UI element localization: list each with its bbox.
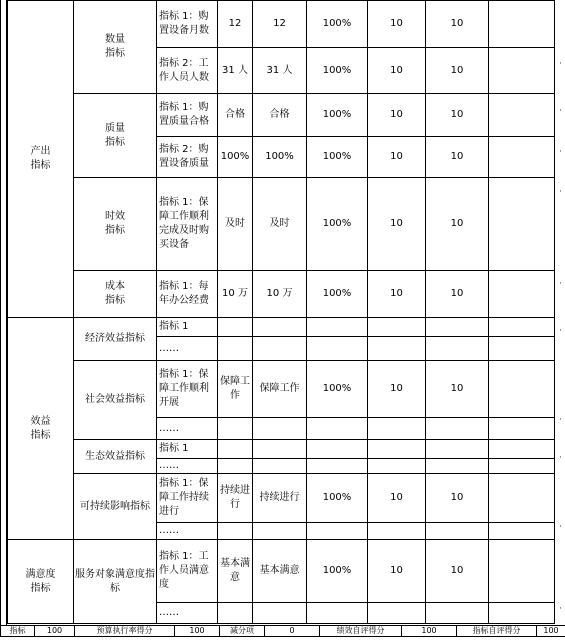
- target-cell: 31 人: [218, 48, 253, 94]
- note-cell: [489, 337, 555, 361]
- score-cell: 10: [426, 361, 489, 418]
- note-cell: [489, 318, 555, 337]
- note-cell: [489, 540, 555, 603]
- score-cell: 10: [426, 540, 489, 603]
- rate-cell: [307, 440, 368, 459]
- weight-cell: [368, 318, 426, 337]
- edge-mark: ·: [559, 106, 562, 116]
- subcategory-label: 质量 指标: [105, 122, 125, 148]
- weight-cell: 10: [368, 540, 426, 603]
- subcategory-label: 时效 指标: [105, 211, 125, 236]
- weight-cell: 10: [368, 94, 426, 137]
- target-cell: [218, 418, 253, 440]
- indicator-cell: ……: [157, 418, 218, 440]
- edge-mark: ·: [559, 415, 562, 425]
- weight-cell: [368, 440, 426, 459]
- target-cell: 及时: [218, 178, 253, 271]
- rate-cell: 100%: [307, 137, 368, 178]
- subcategory-quality: [74, 94, 157, 178]
- left-border-column: [0, 0, 7, 625]
- indicator-cell: 指标 1：每年办公经费: [157, 271, 218, 318]
- score-cell: 10: [426, 474, 489, 523]
- subcategory-economic: [74, 318, 157, 361]
- subcategory-label: 服务对象满意度指标: [75, 568, 155, 594]
- actual-cell: 10 万: [253, 271, 307, 318]
- footer-summary-row: [0, 625, 565, 637]
- index-score: 100: [537, 626, 565, 637]
- note-cell: [489, 418, 555, 440]
- target-cell: [218, 603, 253, 624]
- rate-cell: 100%: [307, 94, 368, 137]
- table-row: [8, 361, 559, 418]
- subcategory-label: 生态效益指标: [85, 450, 145, 462]
- category-satisfaction: [8, 540, 74, 624]
- score-cell: 10: [426, 137, 489, 178]
- table-row: [8, 1, 559, 48]
- edge-mark: ·: [559, 147, 562, 157]
- subcategory-label: 经济效益指标: [85, 333, 145, 344]
- target-cell: 保障工作: [218, 361, 253, 418]
- rate-cell: 100%: [307, 178, 368, 271]
- actual-cell: [253, 440, 307, 459]
- weight-cell: [368, 603, 426, 624]
- actual-cell: 12: [253, 1, 307, 48]
- rate-cell: 100%: [307, 1, 368, 48]
- rate-cell: 100%: [307, 271, 368, 318]
- rate-cell: [307, 603, 368, 624]
- indicator-cell: 指标 1：保障工作顺利开展: [157, 361, 218, 418]
- score-cell: [426, 318, 489, 337]
- actual-cell: 及时: [253, 178, 307, 271]
- weight-cell: [368, 337, 426, 361]
- target-cell: 100%: [218, 137, 253, 178]
- indicator-cell: 指标 1：购置质量合格: [157, 94, 218, 137]
- indicator-cell: ……: [157, 459, 218, 474]
- note-cell: [489, 1, 555, 48]
- weight-cell: 10: [368, 474, 426, 523]
- target-cell: [218, 337, 253, 361]
- actual-cell: [253, 459, 307, 474]
- indicator-cell: 指标 1: [157, 318, 218, 337]
- edge-mark: ·: [559, 453, 562, 463]
- score-cell: [426, 523, 489, 540]
- score-cell: [426, 440, 489, 459]
- actual-cell: [253, 418, 307, 440]
- indicator-cell: 指标 2：购置设备质量: [157, 137, 218, 178]
- note-cell: [489, 137, 555, 178]
- target-cell: 基本满意: [218, 540, 253, 603]
- rate-cell: [307, 523, 368, 540]
- rate-cell: [307, 318, 368, 337]
- table-row: [8, 540, 559, 603]
- actual-cell: 持续进行: [253, 474, 307, 523]
- table-row: [8, 440, 559, 459]
- deduction-value: 0: [265, 626, 320, 637]
- table-row: [8, 178, 559, 271]
- footer-label: 指标: [1, 626, 35, 637]
- note-cell: [489, 94, 555, 137]
- subcategory-cost: [74, 271, 157, 318]
- rate-cell: [307, 459, 368, 474]
- edge-mark: ·: [559, 326, 562, 336]
- table-row: [8, 94, 559, 137]
- table-row: [8, 318, 559, 337]
- note-cell: [489, 523, 555, 540]
- indicator-cell: 指标 1：购置设备月数: [157, 1, 218, 48]
- score-cell: 10: [426, 94, 489, 137]
- rate-cell: 100%: [307, 361, 368, 418]
- note-cell: [489, 361, 555, 418]
- edge-mark: ·: [559, 59, 562, 69]
- indicator-cell: 指标 1：保障工作顺利完成及时购买设备: [157, 178, 218, 271]
- actual-cell: 100%: [253, 137, 307, 178]
- performance-score: 100: [402, 626, 457, 637]
- subcategory-label: 社会效益指标: [85, 394, 145, 405]
- subcategory-service-satisfaction: [74, 540, 157, 624]
- weight-cell: [368, 418, 426, 440]
- target-cell: 10 万: [218, 271, 253, 318]
- budget-rate-score: 100: [175, 626, 220, 637]
- score-cell: 10: [426, 178, 489, 271]
- footer-total: 100: [35, 626, 75, 637]
- note-cell: [489, 440, 555, 459]
- category-label: 满意度 指标: [25, 568, 56, 594]
- note-cell: [489, 603, 555, 624]
- weight-cell: 10: [368, 361, 426, 418]
- target-cell: [218, 440, 253, 459]
- target-cell: 持续进行: [218, 474, 253, 523]
- actual-cell: 31 人: [253, 48, 307, 94]
- actual-cell: [253, 337, 307, 361]
- score-cell: [426, 418, 489, 440]
- rate-cell: [307, 337, 368, 361]
- score-cell: [426, 337, 489, 361]
- rate-cell: [307, 418, 368, 440]
- note-cell: [489, 459, 555, 474]
- actual-cell: [253, 523, 307, 540]
- actual-cell: 基本满意: [253, 540, 307, 603]
- subcategory-label: 成本 指标: [105, 281, 125, 306]
- note-cell: [489, 474, 555, 523]
- note-cell: [489, 178, 555, 271]
- rate-cell: 100%: [307, 48, 368, 94]
- weight-cell: 10: [368, 271, 426, 318]
- actual-cell: 合格: [253, 94, 307, 137]
- target-cell: 合格: [218, 94, 253, 137]
- weight-cell: 10: [368, 137, 426, 178]
- edge-mark: ·: [559, 604, 562, 614]
- weight-cell: 10: [368, 1, 426, 48]
- weight-cell: 10: [368, 178, 426, 271]
- weight-cell: [368, 459, 426, 474]
- indicator-cell: ……: [157, 603, 218, 624]
- indicator-table: [7, 0, 559, 624]
- category-label: 产出 指标: [30, 146, 51, 171]
- score-cell: 10: [426, 48, 489, 94]
- score-cell: [426, 459, 489, 474]
- budget-rate-label: 预算执行率得分: [75, 626, 175, 637]
- note-cell: [489, 271, 555, 318]
- weight-cell: [368, 523, 426, 540]
- performance-label: 绩效自评得分: [320, 626, 402, 637]
- subcategory-sustainability: [74, 474, 157, 540]
- deduction-label: 减分项: [220, 626, 265, 637]
- rate-cell: 100%: [307, 474, 368, 523]
- index-label: 指标自评得分: [457, 626, 537, 637]
- weight-cell: 10: [368, 48, 426, 94]
- indicator-cell: 指标 1：保障工作持续进行: [157, 474, 218, 523]
- category-output: [8, 1, 74, 318]
- category-label: 效益 指标: [30, 415, 51, 441]
- rate-cell: 100%: [307, 540, 368, 603]
- category-benefit: [8, 318, 74, 540]
- actual-cell: [253, 318, 307, 337]
- indicator-cell: ……: [157, 523, 218, 540]
- score-cell: 10: [426, 271, 489, 318]
- score-cell: 10: [426, 1, 489, 48]
- target-cell: 12: [218, 1, 253, 48]
- actual-cell: [253, 603, 307, 624]
- subcategory-ecological: [74, 440, 157, 474]
- note-cell: [489, 48, 555, 94]
- target-cell: [218, 459, 253, 474]
- edge-mark: ·: [559, 279, 562, 289]
- indicator-cell: 指标 2：工作人员人数: [157, 48, 218, 94]
- target-cell: [218, 318, 253, 337]
- subcategory-quantity: [74, 1, 157, 94]
- table-row: [8, 474, 559, 523]
- indicator-cell: 指标 1: [157, 440, 218, 459]
- subcategory-label: 数量 指标: [105, 34, 125, 59]
- actual-cell: 保障工作: [253, 361, 307, 418]
- subcategory-social: [74, 361, 157, 440]
- right-margin-marks: [559, 0, 565, 643]
- subcategory-timeliness: [74, 178, 157, 271]
- target-cell: [218, 523, 253, 540]
- subcategory-label: 可持续影响指标: [80, 500, 150, 512]
- indicator-cell: ……: [157, 337, 218, 361]
- table-row: [8, 271, 559, 318]
- score-cell: [426, 603, 489, 624]
- indicator-cell: 指标 1：工作人员满意度: [157, 540, 218, 603]
- edge-mark: ·: [559, 187, 562, 197]
- edge-mark: ·: [559, 522, 562, 532]
